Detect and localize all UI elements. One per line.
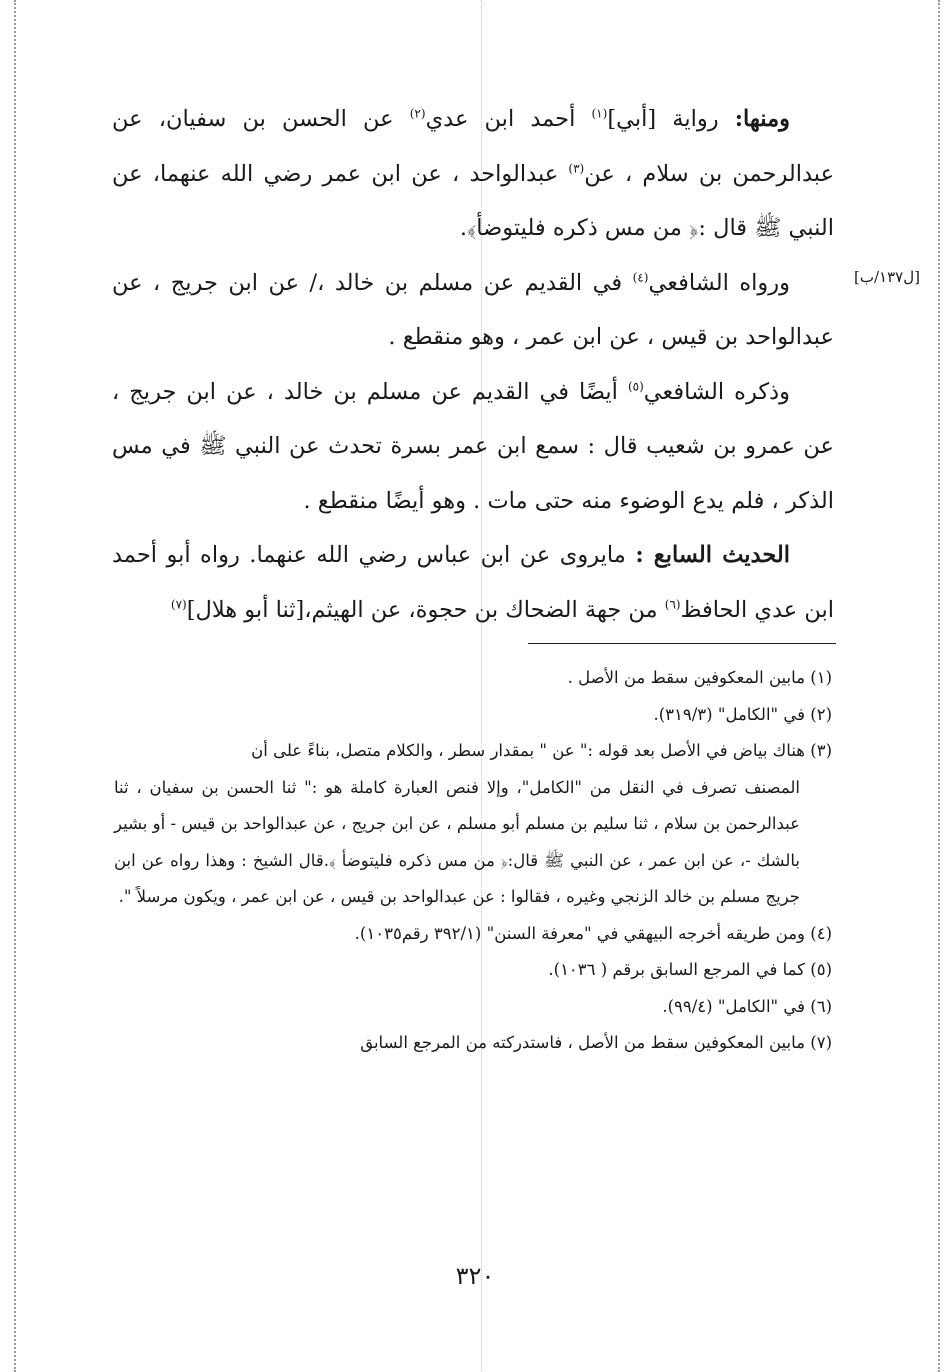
footnotes [114, 660, 832, 1062]
footnote-separator [528, 643, 836, 644]
footnote-ref: (١) [591, 106, 608, 121]
paragraph-3 [112, 365, 834, 529]
scan-dotted-edge-left [14, 0, 16, 1372]
text-run: عن الحسن بن سفيان، عن عبدالرحمن بن سلام ، عن [112, 106, 834, 187]
text-run: وذكره الشافعي [643, 378, 790, 405]
manuscript-folio-marker: [ل١٣٧/ب] [854, 268, 920, 286]
scan-dotted-edge-right [938, 0, 940, 1372]
footnote-ref: (٤) [632, 270, 649, 284]
text-run: أيضًا في القديم عن مسلم بن خالد ، عن ابن جريج ، عن عمرو بن شعيب قال : سمع ابن عمر بسرة تحدث عن النبي ﷺ في مس الذكر ، فلم يدع الوضوء منه حتى مات . وهو أيضًا منقطع . [112, 378, 834, 514]
footnote-ref: (٥) [627, 379, 644, 393]
paragraph-2 [112, 256, 834, 365]
text-run: رواية [أبي] [607, 106, 719, 132]
footnote-6: (٦) في "الكامل" (٩٩/٤). [662, 996, 832, 1016]
text-run: من جهة الضحاك بن حجوة، عن الهيثم،[ثنا أبو هلال] [186, 596, 658, 623]
page-number: ٣٢٠ [455, 1262, 495, 1290]
text-run: في القديم عن مسلم بن خالد ،/ عن ابن جريج ، عن عبدالواحد بن قيس ، عن ابن عمر ، وهو منقطع . [112, 269, 834, 350]
paragraph-4 [112, 528, 834, 637]
main-text [112, 92, 834, 637]
paragraph-lead: ومنها: [734, 106, 790, 132]
footnote-4: (٤) ومن طريقه أخرجه البيهقي في "معرفة السنن" (٣٩٢/١ رقم١٠٣٥). [354, 923, 832, 943]
footnote-5: (٥) كما في المرجع السابق برقم ( ١٠٣٦). [548, 960, 832, 979]
footnote-3: (٣) هناك بياض في الأصل بعد قوله :" عن " بمقدار سطر ، والكلام متصل، بناءً على أن [251, 741, 832, 760]
text-run: مايروى عن ابن عباس رضي الله عنهما. رواه أبو أحمد ابن عدي الحافظ [112, 542, 834, 623]
text-run: ورواه الشافعي [648, 269, 790, 296]
footnote-7: (٧) مابين المعكوفين سقط من الأصل ، فاستدركته من المرجع السابق [360, 1033, 832, 1052]
footnote-3-continuation: المصنف تصرف في النقل من "الكامل"، وإلا فنص العبارة كاملة هو :" ثنا الحسن بن سفيان ، ثنا عبدالرحمن بن سلام ، ثنا سليم بن مسلم أبو مسلم ، عن ابن جريج ، عن عبدالواحد بن قيس - أو بشير بالشك -، عن ابن عمر ، عن النبي ﷺ قال:﴿ من مس ذكره فليتوضأ ﴾.قال الشيخ : وهذا رواه عن ابن جريج مسلم بن خالد الزنجي وغيره ، فقالوا : عن عبدالواحد بن قيس ، عن ابن عمر ، ويكون مرسلاً ". [114, 777, 800, 906]
footnote-ref: (٧) [170, 597, 187, 611]
footnote-1: (١) مابين المعكوفين سقط من الأصل . [567, 668, 832, 687]
footnote-ref: (٦) [664, 597, 681, 611]
footnote-ref: (٢) [409, 106, 426, 121]
footnote-2: (٢) في "الكامل" (٣١٩/٣). [653, 704, 832, 724]
footnote-ref: (٣) [568, 161, 585, 175]
section-heading: الحديث السابع : [635, 542, 790, 568]
text-run: عبدالواحد ، عن ابن عمر رضي الله عنهما، عن النبي ﷺ قال :﴿ من مس ذكره فليتوضأ﴾. [112, 160, 834, 241]
paragraph-1 [112, 92, 834, 256]
text-run: أحمد ابن عدي [425, 106, 576, 132]
